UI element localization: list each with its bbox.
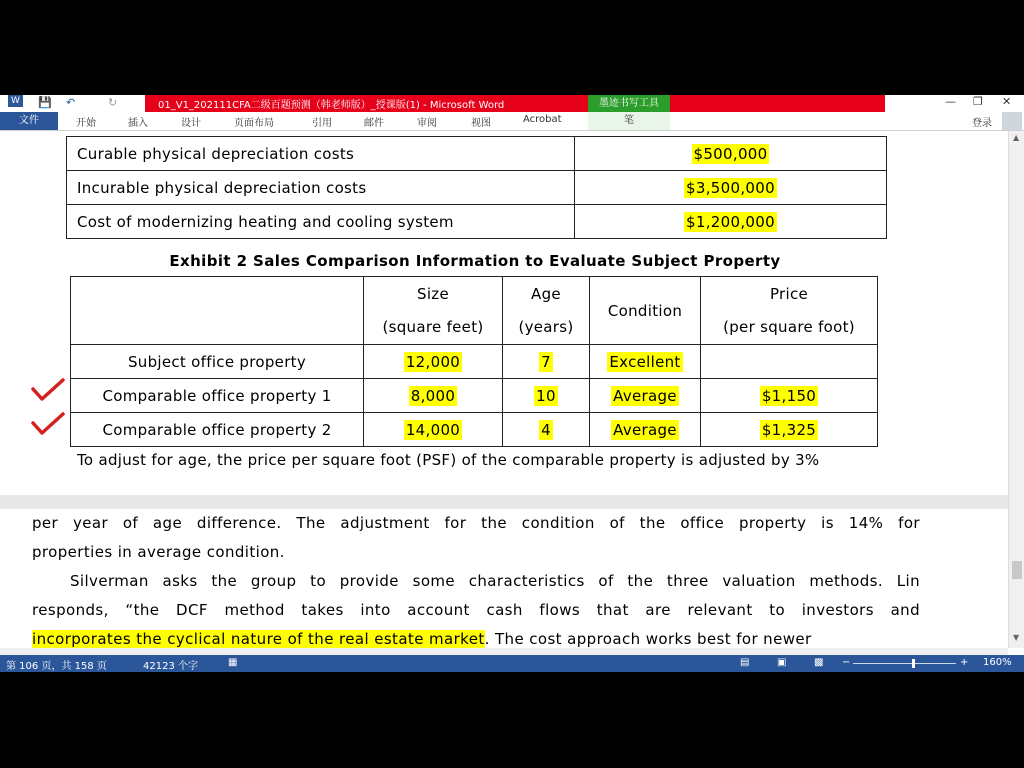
tab-layout[interactable]: 页面布局: [234, 118, 274, 129]
proofing-icon[interactable]: ▦: [228, 657, 238, 668]
property-age: 7: [541, 352, 551, 371]
tab-home[interactable]: 开始: [76, 118, 96, 129]
header-row: [71, 277, 878, 311]
table-row: [71, 413, 878, 447]
cost-value: $1,200,000: [686, 212, 775, 231]
property-age: 4: [541, 420, 551, 439]
zoom-in-icon[interactable]: +: [960, 657, 969, 668]
property-condition: Average: [613, 386, 677, 405]
paragraph-line: [32, 630, 920, 648]
property-name: Comparable office property 2: [71, 413, 364, 447]
paragraph-text: . The cost approach works best for newer: [484, 630, 812, 648]
restore-icon[interactable]: ❐: [973, 95, 983, 108]
save-icon[interactable]: 💾: [38, 96, 52, 109]
undo-icon[interactable]: ↶: [66, 96, 76, 109]
word-count[interactable]: 42123 个字: [143, 661, 198, 672]
zoom-out-icon[interactable]: −: [842, 657, 851, 668]
tab-view[interactable]: 视图: [471, 118, 491, 129]
cost-label: Incurable physical depreciation costs: [67, 171, 575, 205]
tab-design[interactable]: 设计: [181, 118, 201, 129]
login-link[interactable]: 登录: [972, 118, 992, 129]
property-size: 12,000: [405, 352, 461, 371]
ribbon-tabs: [0, 112, 1024, 131]
property-price: $1,150: [761, 386, 817, 405]
table-row: [67, 137, 887, 171]
property-condition: Average: [613, 420, 677, 439]
vertical-scrollbar[interactable]: [1008, 131, 1024, 648]
page-count[interactable]: 第 106 页，共 158 页: [6, 661, 107, 672]
header-age: Age: [503, 277, 590, 311]
print-layout-icon[interactable]: ▣: [777, 657, 787, 668]
ink-tools-label: 墨迹书写工具: [588, 95, 670, 112]
redo-icon[interactable]: ↻: [108, 96, 118, 109]
cost-label: Curable physical depreciation costs: [67, 137, 575, 171]
document-canvas[interactable]: [0, 131, 1008, 648]
tab-file[interactable]: 文件: [0, 112, 58, 130]
cost-label: Cost of modernizing heating and cooling system: [67, 205, 575, 239]
header-empty: [71, 277, 364, 345]
avatar[interactable]: [1002, 112, 1022, 130]
property-price: [701, 345, 878, 379]
header-price-unit: (per square foot): [701, 311, 878, 345]
help-icon[interactable]: ?: [887, 95, 893, 108]
scroll-thumb[interactable]: [1012, 561, 1022, 579]
highlighted-text: incorporates the cyclical nature of the real estate market: [32, 630, 485, 648]
table-row: [67, 171, 887, 205]
word-window: [0, 95, 1024, 672]
paragraph-line: properties in average condition.: [32, 543, 285, 561]
scroll-down-icon[interactable]: ▼: [1013, 633, 1020, 642]
scroll-up-icon[interactable]: ▲: [1013, 133, 1020, 142]
ribbon-display-icon[interactable]: ⊞: [915, 95, 925, 108]
tab-references[interactable]: 引用: [312, 118, 332, 129]
check-mark-icon: [30, 411, 66, 437]
minimize-icon[interactable]: —: [945, 95, 956, 108]
tab-pen[interactable]: 笔: [588, 112, 670, 130]
table-row: [71, 345, 878, 379]
tab-insert[interactable]: 插入: [128, 118, 148, 129]
header-condition: Condition: [590, 277, 701, 345]
read-mode-icon[interactable]: ▤: [740, 657, 750, 668]
property-name: Subject office property: [71, 345, 364, 379]
close-icon[interactable]: ✕: [1002, 95, 1012, 108]
header-size-unit: (square feet): [364, 311, 503, 345]
check-mark-icon: [30, 377, 66, 403]
page-break: [0, 495, 1008, 509]
cost-value: $3,500,000: [686, 178, 775, 197]
header-price: Price: [701, 277, 878, 311]
document-title: 01_V1_202111CFA二级百题预测（韩老师版）_授课版(1) - Microsoft Word: [158, 100, 505, 111]
table-row: [71, 379, 878, 413]
paragraph-line: responds, “the DCF method takes into account cash flows that are relevant to investors and: [32, 601, 920, 619]
zoom-level[interactable]: 160%: [983, 657, 1012, 668]
header-size: Size: [364, 277, 503, 311]
tab-review[interactable]: 审阅: [417, 118, 437, 129]
tab-mailings[interactable]: 邮件: [364, 118, 384, 129]
cost-value: $500,000: [693, 144, 768, 163]
property-age: 10: [536, 386, 556, 405]
zoom-thumb[interactable]: [912, 659, 915, 668]
status-bar: [0, 655, 1024, 672]
property-price: $1,325: [761, 420, 817, 439]
exhibit-title: Exhibit 2 Sales Comparison Information to Evaluate Subject Property: [169, 252, 781, 270]
property-name: Comparable office property 1: [71, 379, 364, 413]
property-condition: Excellent: [609, 352, 681, 371]
zoom-slider[interactable]: [853, 663, 956, 664]
paragraph-line: Silverman asks the group to provide some characteristics of the three valuation methods. Lin: [70, 572, 920, 590]
header-age-unit: (years): [503, 311, 590, 345]
property-size: 14,000: [405, 420, 461, 439]
cost-table: [66, 136, 887, 239]
table-row: [67, 205, 887, 239]
comparison-table: [70, 276, 878, 447]
title-bar: [0, 95, 1024, 112]
property-size: 8,000: [410, 386, 456, 405]
word-app-icon[interactable]: W: [8, 95, 23, 107]
tab-acrobat[interactable]: Acrobat: [523, 114, 562, 125]
web-layout-icon[interactable]: ▩: [814, 657, 824, 668]
age-adjustment-note: To adjust for age, the price per square foot (PSF) of the comparable property is adjusted by 3%: [77, 451, 820, 469]
paragraph-line: per year of age difference. The adjustment for the condition of the office property is 14% for: [32, 514, 920, 532]
